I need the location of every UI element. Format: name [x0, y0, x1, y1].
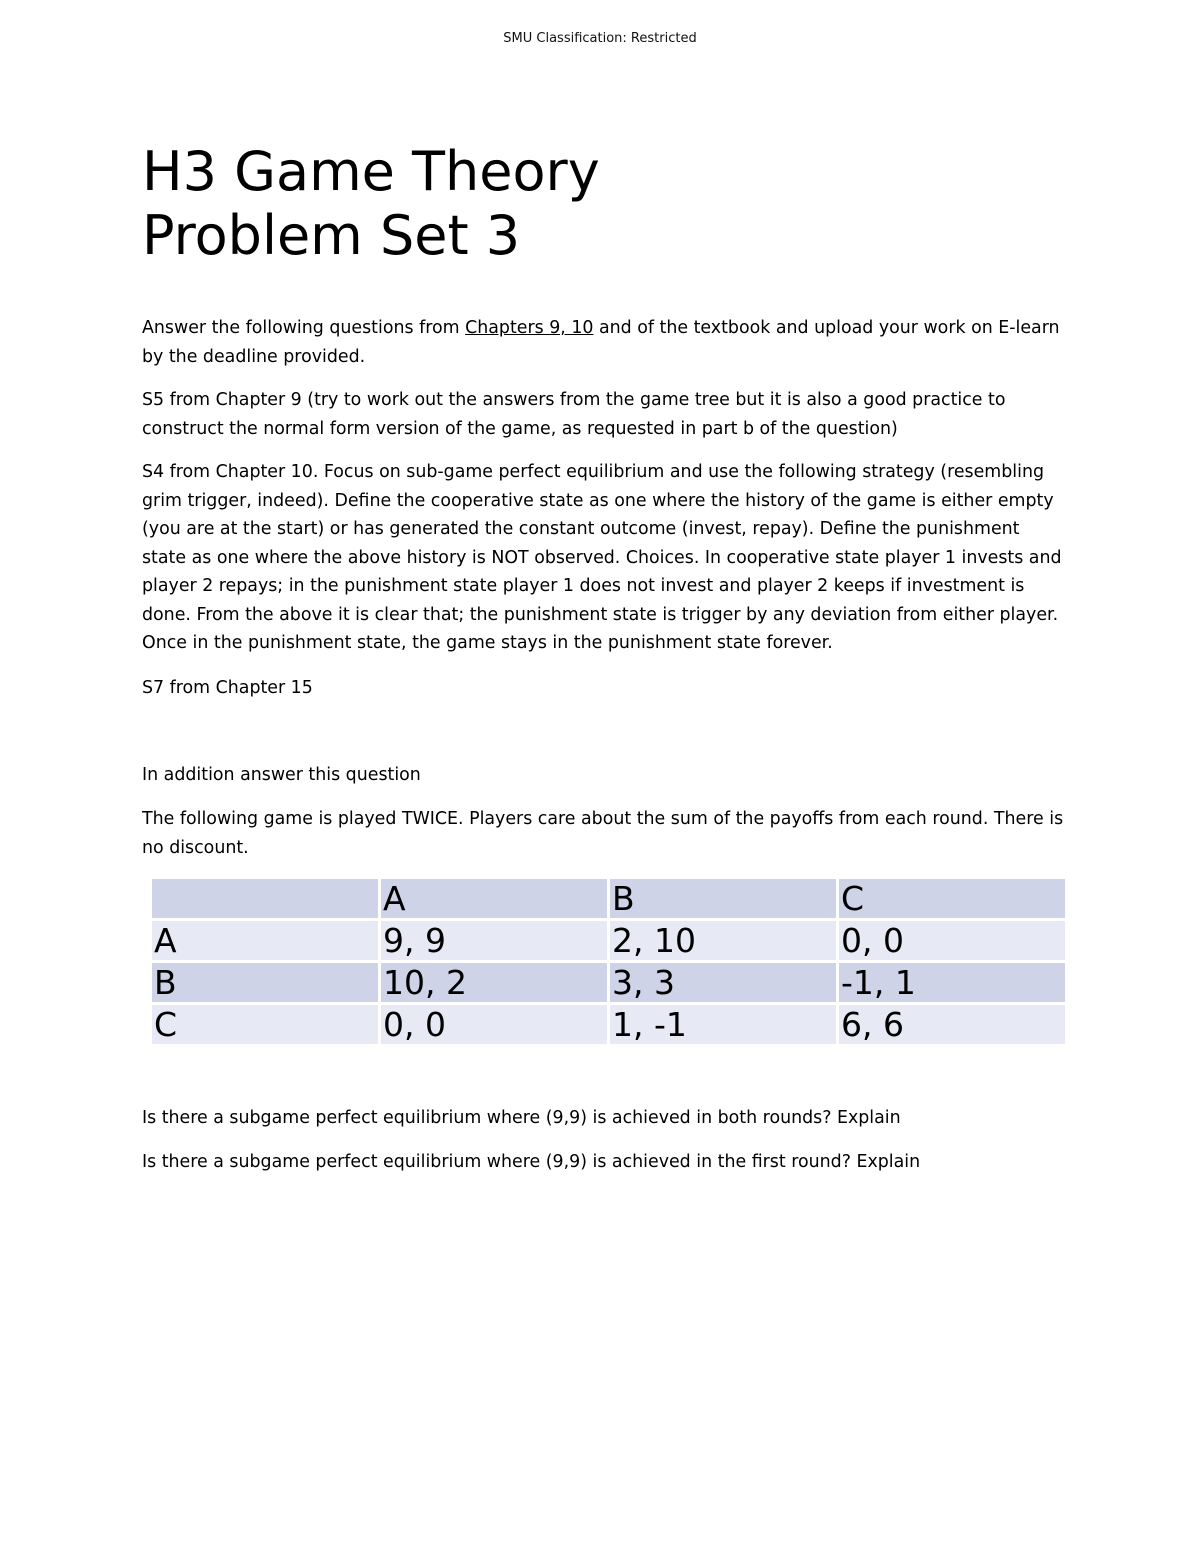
document-title [142, 140, 600, 268]
table-header-row [152, 879, 1065, 918]
row-header: C [152, 1005, 378, 1044]
question-s7: S7 from Chapter 15 [142, 678, 313, 698]
intro-paragraph [142, 314, 1067, 371]
table-row [152, 921, 1065, 960]
table-row [152, 1005, 1065, 1044]
payoff-cell: 9, 9 [381, 921, 607, 960]
payoff-matrix [149, 876, 1068, 1047]
classification-header: SMU Classification: Restricted [503, 31, 697, 46]
payoff-cell: 0, 0 [381, 1005, 607, 1044]
table-row [152, 963, 1065, 1002]
payoff-cell: 3, 3 [610, 963, 836, 1002]
payoff-cell: 10, 2 [381, 963, 607, 1002]
column-header: B [610, 879, 836, 918]
followup-question-1: Is there a subgame perfect equilibrium where (9,9) is achieved in both rounds? Explain [142, 1108, 901, 1128]
payoff-cell: 6, 6 [839, 1005, 1065, 1044]
question-s4: S4 from Chapter 10. Focus on sub-game perfect equilibrium and use the following strategy (resembling grim trigger, indeed). Define the cooperative state as one where the history of the game is either empty (you are at the start) or has generated the constant outcome (invest, repay). Define the punishment state as one where the above history is NOT observed. Choices. In cooperative state player 1 invests and player 2 repays; in the punishment state player 1 does not invest and player 2 keeps if investment is done. From the above it is clear that; the punishment state is trigger by any deviation from either player. Once in the punishment state, the game stays in the punishment state forever. [142, 462, 1062, 653]
payoff-cell: 1, -1 [610, 1005, 836, 1044]
title-line-2: Problem Set 3 [142, 204, 521, 267]
addition-heading: In addition answer this question [142, 765, 421, 785]
row-header: A [152, 921, 378, 960]
row-header: B [152, 963, 378, 1002]
followup-question-2: Is there a subgame perfect equilibrium where (9,9) is achieved in the first round? Explain [142, 1152, 921, 1172]
title-line-1: H3 Game Theory [142, 140, 600, 203]
addition-description: The following game is played TWICE. Players care about the sum of the payoffs from each round. There is no discount. [142, 809, 1064, 858]
payoff-cell: -1, 1 [839, 963, 1065, 1002]
column-header: A [381, 879, 607, 918]
intro-text-after: and of the textbook and upload your work on E-learn by the deadline provided. [142, 318, 1060, 367]
payoff-cell: 0, 0 [839, 921, 1065, 960]
question-s5: S5 from Chapter 9 (try to work out the answers from the game tree but it is also a good practice to construct the normal form version of the game, as requested in part b of the question) [142, 390, 1006, 439]
column-header: C [839, 879, 1065, 918]
table-corner-cell [152, 879, 378, 918]
chapters-link[interactable]: Chapters 9, 10 [465, 318, 594, 338]
payoff-cell: 2, 10 [610, 921, 836, 960]
intro-text-before: Answer the following questions from [142, 318, 466, 338]
